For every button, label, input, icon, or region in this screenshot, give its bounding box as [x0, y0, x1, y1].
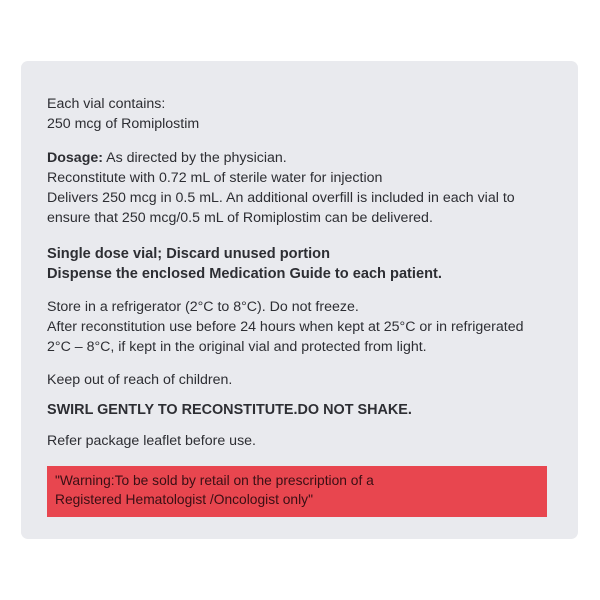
swirl-instruction: SWIRL GENTLY TO RECONSTITUTE.DO NOT SHAKE.: [47, 402, 412, 418]
warning-line-1: "Warning:To be sold by retail on the prescription of a: [55, 473, 374, 488]
prescription-warning-box: [47, 466, 547, 517]
medication-guide-line: Dispense the enclosed Medication Guide to each patient.: [47, 266, 442, 282]
protect-light-line: 2°C – 8°C, if kept in the original vial and protected from light.: [47, 339, 427, 355]
delivers-line: Delivers 250 mcg in 0.5 mL. An additional overfill is included in each vial to: [47, 190, 515, 206]
storage-line: Store in a refrigerator (2°C to 8°C). Do not freeze.: [47, 299, 359, 315]
dosage-section: [47, 148, 515, 228]
ensure-line: ensure that 250 mcg/0.5 mL of Romiplostim can be delivered.: [47, 210, 433, 226]
dosage-text: As directed by the physician.: [102, 150, 287, 166]
dosage-label: Dosage:: [47, 150, 103, 166]
reconstitution-line: After reconstitution use before 24 hours when kept at 25°C or in refrigerated: [47, 319, 524, 335]
dosage-line: [47, 148, 515, 168]
vial-contents: [47, 94, 199, 134]
contents-line: Each vial contains:: [47, 96, 166, 112]
storage-section: [47, 297, 524, 357]
leaflet-note: Refer package leaflet before use.: [47, 433, 257, 449]
contents-amount: 250 mcg of Romiplostim: [47, 116, 200, 132]
single-dose-line: Single dose vial; Discard unused portion: [47, 246, 331, 262]
notice-section: [47, 244, 442, 284]
reconstitute-line: Reconstitute with 0.72 mL of sterile water for injection: [47, 170, 383, 186]
children-warning: Keep out of reach of children.: [47, 372, 233, 388]
warning-line-2: Registered Hematologist /Oncologist only": [55, 492, 313, 507]
